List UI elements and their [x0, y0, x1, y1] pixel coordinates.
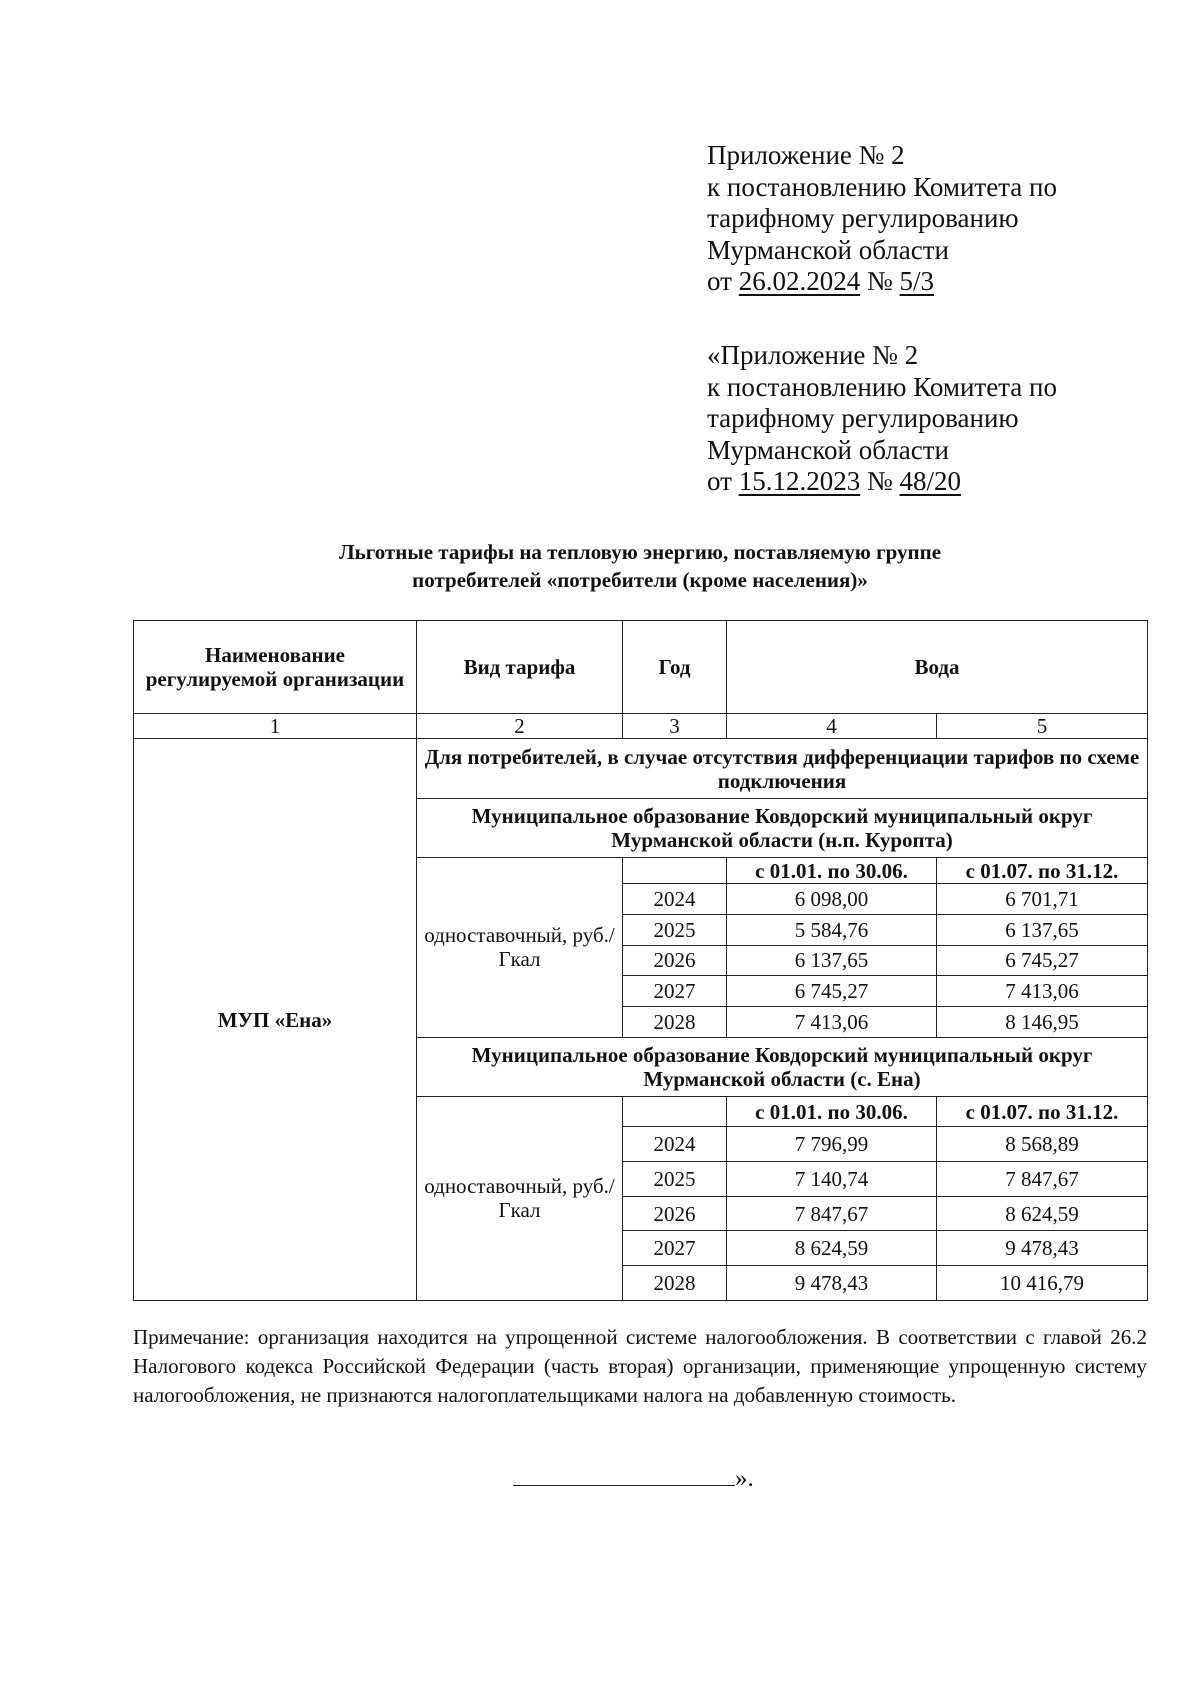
- value-h2: 6 137,65: [937, 915, 1148, 946]
- year-cell: 2028: [623, 1006, 727, 1037]
- value-h2: 10 416,79: [937, 1266, 1148, 1301]
- appendix-date: 26.02.2024: [738, 266, 861, 296]
- tariff-type-cell: одноставочный, руб./Гкал: [417, 857, 623, 1037]
- appendix-date-line: [707, 266, 1057, 298]
- appendix-prev-date: 15.12.2023: [738, 466, 861, 496]
- value-h1: 5 584,76: [727, 915, 937, 946]
- value-h2: 6 701,71: [937, 884, 1148, 915]
- appendix-prev-line-2: к постановлению Комитета по: [707, 371, 1057, 402]
- value-h2: 8 568,89: [937, 1127, 1148, 1162]
- appendix-prev-from: от: [707, 466, 732, 496]
- appendix-prev-date-line: [707, 466, 1057, 498]
- title-line-2: потребителей «потребители (кроме населения)»: [412, 568, 868, 592]
- footnote: Примечание: организация находится на упрощенной системе налогообложения. В соответствии с главой 26.2 Налогового кодекса Российской Федерации (часть вторая) организации, применяющие упрощенную систему налогообложения, не признаются налогоплательщиками налога на добавленную стоимость.: [133, 1325, 1147, 1407]
- col-number-4: 4: [727, 713, 937, 739]
- year-cell: 2027: [623, 976, 727, 1007]
- appendix-prev-number: 48/20: [899, 466, 961, 496]
- appendix-line-1: Приложение № 2: [707, 140, 905, 170]
- year-cell: 2025: [623, 915, 727, 946]
- header-org: Наименование регулируемой организации: [134, 621, 417, 714]
- appendix-number: 5/3: [899, 266, 934, 296]
- header-tariff-type: Вид тарифа: [417, 621, 623, 714]
- value-h1: 6 098,00: [727, 884, 937, 915]
- appendix-number-sign: №: [866, 266, 893, 296]
- value-h2: 6 745,27: [937, 945, 1148, 976]
- period-1: с 01.01. по 30.06.: [727, 857, 937, 884]
- year-cell: 2027: [623, 1231, 727, 1266]
- period-year-blank: [623, 1096, 727, 1127]
- appendix-prev-line-1: «Приложение № 2: [707, 340, 919, 370]
- appendix-prev-line-3: тарифному регулированию: [707, 403, 1019, 433]
- header-year: Год: [623, 621, 727, 714]
- tariff-table: [133, 620, 1148, 1301]
- closing-quote: ».: [735, 1465, 754, 1492]
- appendix-from: от: [707, 266, 732, 296]
- value-h1: 7 847,67: [727, 1196, 937, 1231]
- value-h2: 7 413,06: [937, 976, 1148, 1007]
- value-h1: 8 624,59: [727, 1231, 937, 1266]
- appendix-prev-number-sign: №: [866, 466, 893, 496]
- col-number-2: 2: [417, 713, 623, 739]
- year-cell: 2026: [623, 1196, 727, 1231]
- value-h2: 8 146,95: [937, 1006, 1148, 1037]
- period-2: с 01.07. по 31.12.: [937, 1096, 1148, 1127]
- value-h1: 7 413,06: [727, 1006, 937, 1037]
- municipality-kuropta: Муниципальное образование Ковдорский муниципальный округ Мурманской области (н.п. Куропта): [417, 798, 1148, 857]
- value-h1: 7 140,74: [727, 1162, 937, 1197]
- period-1: с 01.01. по 30.06.: [727, 1096, 937, 1127]
- closing-mark: [513, 1465, 754, 1493]
- municipality-ena: Муниципальное образование Ковдорский муниципальный округ Мурманской области (с. Ена): [417, 1037, 1148, 1096]
- value-h1: 6 137,65: [727, 945, 937, 976]
- appendix-line-3: тарифному регулированию: [707, 203, 1019, 233]
- value-h2: 7 847,67: [937, 1162, 1148, 1197]
- signature-line: [513, 1484, 735, 1486]
- year-cell: 2028: [623, 1266, 727, 1301]
- year-cell: 2024: [623, 1127, 727, 1162]
- appendix-header: [707, 140, 1057, 298]
- header-row: [134, 621, 1148, 714]
- value-h2: 9 478,43: [937, 1231, 1148, 1266]
- col-number-1: 1: [134, 713, 417, 739]
- title-line-1: Льготные тарифы на тепловую энергию, поставляемую группе: [338, 540, 942, 564]
- col-number-3: 3: [623, 713, 727, 739]
- col-number-5: 5: [937, 713, 1148, 739]
- header-water: Вода: [727, 621, 1148, 714]
- section-label: Для потребителей, в случае отсутствия дифференциации тарифов по схеме подключения: [417, 739, 1148, 798]
- column-number-row: [134, 713, 1148, 739]
- appendix-line-4: Мурманской области: [707, 234, 949, 265]
- value-h2: 8 624,59: [937, 1196, 1148, 1231]
- section-row: [134, 739, 1148, 798]
- value-h1: 9 478,43: [727, 1266, 937, 1301]
- year-cell: 2024: [623, 884, 727, 915]
- value-h1: 7 796,99: [727, 1127, 937, 1162]
- document-title: [200, 538, 1080, 594]
- period-year-blank: [623, 857, 727, 884]
- value-h1: 6 745,27: [727, 976, 937, 1007]
- organization-name: МУП «Ена»: [134, 739, 417, 1301]
- appendix-prev-header: [707, 340, 1057, 498]
- year-cell: 2025: [623, 1162, 727, 1197]
- appendix-prev-line-4: Мурманской области: [707, 434, 949, 465]
- year-cell: 2026: [623, 945, 727, 976]
- appendix-line-2: к постановлению Комитета по: [707, 171, 1057, 202]
- period-2: с 01.07. по 31.12.: [937, 857, 1148, 884]
- tariff-type-cell: одноставочный, руб./Гкал: [417, 1096, 623, 1300]
